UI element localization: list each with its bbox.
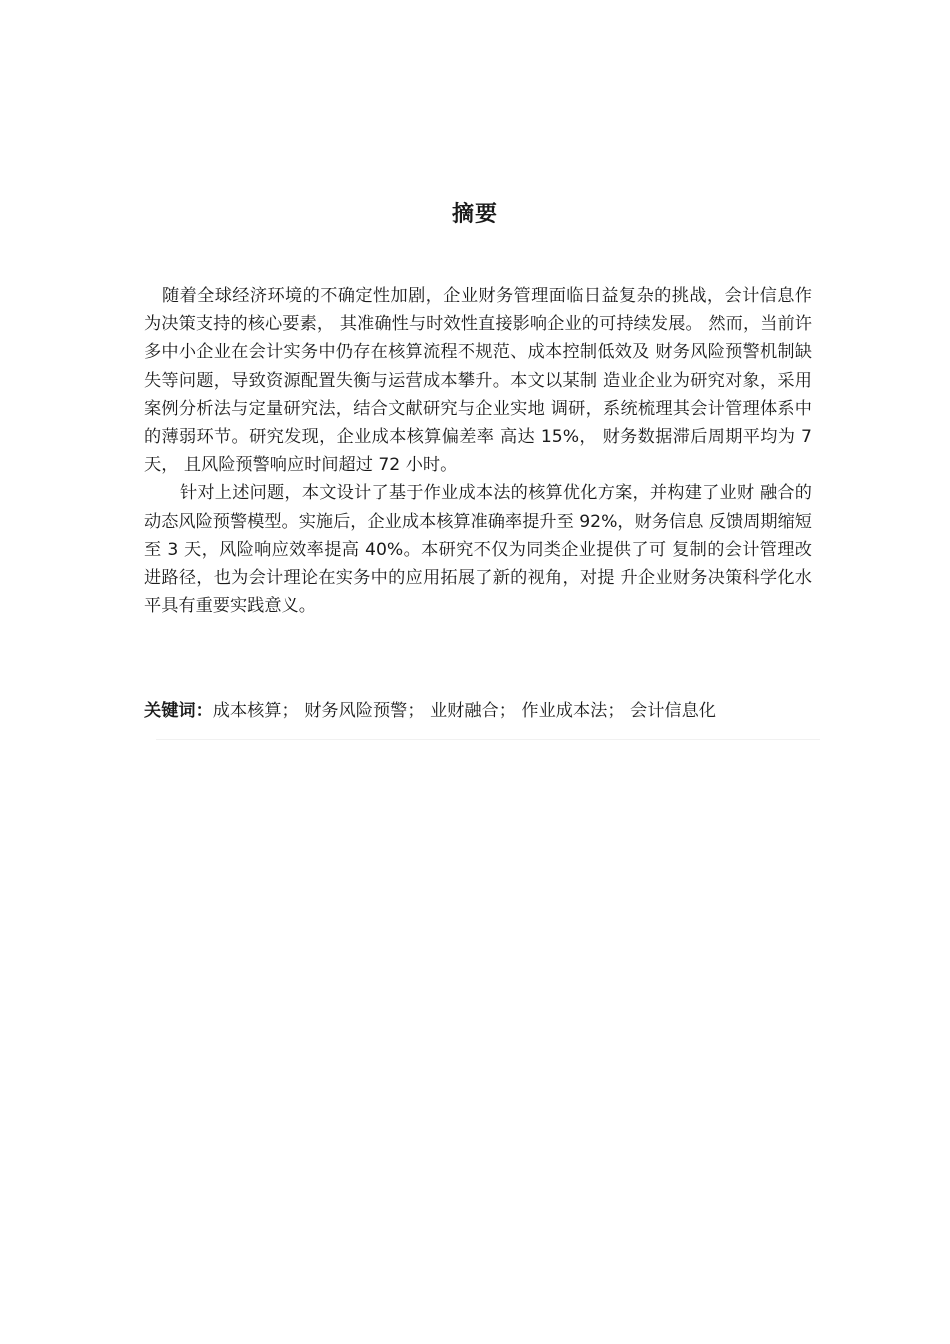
abstract-paragraph-1: 随着全球经济环境的不确定性加剧，企业财务管理面临日益复杂的挑战，会计信息作为决策支持的核心要素， 其准确性与时效性直接影响企业的可持续发展。 然而，当前许多中小企业在会计实务中仍存在核算流程不规范、成本控制低效及 财务风险预警机制缺失等问题，导致资源配置失衡与运营成本攀升。本文以某制 造业企业为研究对象，采用案例分析法与定量研究法，结合文献研究与企业实地 调研，系统梳理其会计管理体系中的薄弱环节。研究发现，企业成本核算偏差率 高达 15%， 财务数据滞后周期平均为 7 天， 且风险预警响应时间超过 72 小时。 (144, 286, 812, 476)
divider-line (156, 739, 820, 740)
keyword-item: 成本核算； (212, 701, 299, 721)
abstract-body (144, 282, 812, 620)
abstract-title: 摘要 (451, 202, 498, 227)
keyword-item: 作业成本法； (521, 701, 625, 721)
keyword-item: 业财融合； (429, 701, 516, 721)
keywords-line (144, 697, 824, 725)
keywords-label: 关键词： (144, 701, 213, 721)
abstract-paragraph-2: 针对上述问题，本文设计了基于作业成本法的核算优化方案，并构建了业财 融合的动态风险预警模型。实施后，企业成本核算准确率提升至 92%，财务信息 反馈周期缩短至 3 天，风险响应效率提高 40%。本研究不仅为同类企业提供了可 复制的会计管理改进路径，也为会计理论在实务中的应用拓展了新的视角，对提 升企业财务决策科学化水平具有重要实践意义。 (144, 483, 812, 617)
keyword-item: 会计信息化 (630, 701, 716, 721)
keyword-item: 财务风险预警； (304, 701, 425, 721)
